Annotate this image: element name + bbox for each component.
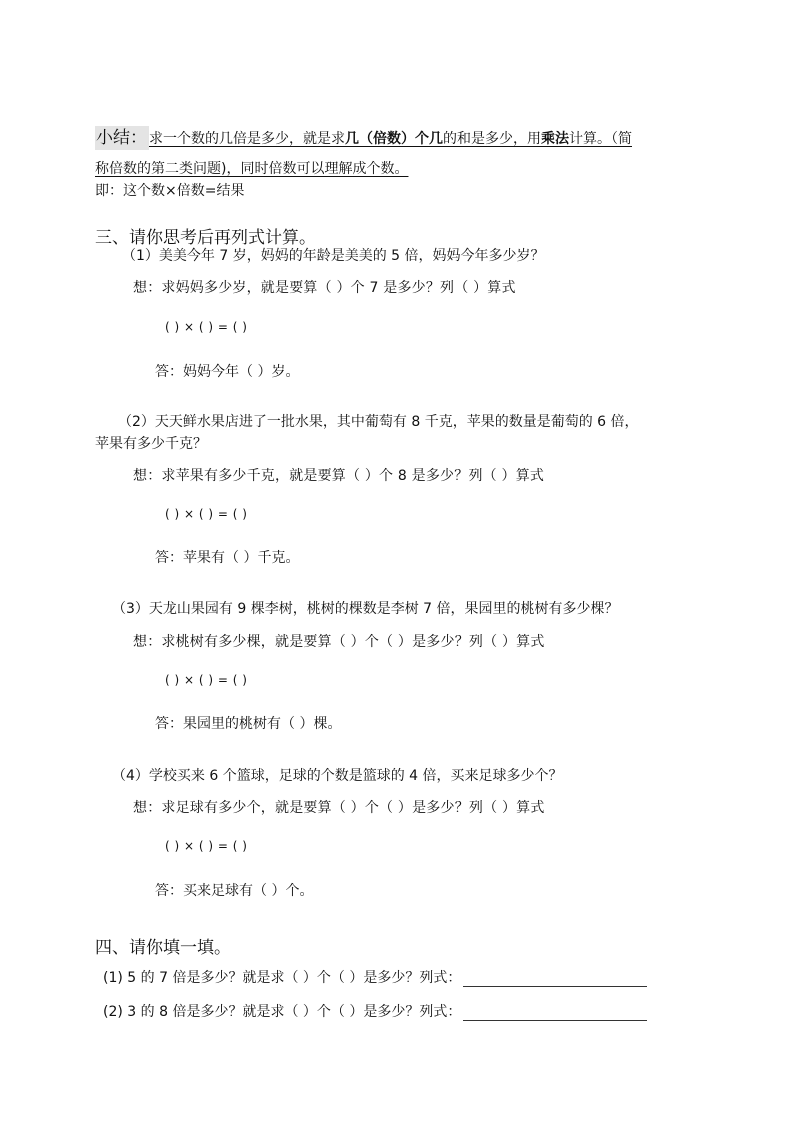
problem-1-equation[interactable]: ( ) × ( ) = ( ) xyxy=(165,320,248,334)
summary-tag: 小结： xyxy=(96,128,147,148)
problem-4-answer[interactable]: 答：买来足球有（ ）个。 xyxy=(155,883,314,899)
fill-item-1-answer-line[interactable] xyxy=(463,972,647,987)
fill-item-1: (1) 5 的 7 倍是多少？就是求（ ）个（ ）是多少？列式： xyxy=(103,967,647,987)
problem-3-equation[interactable]: ( ) × ( ) = ( ) xyxy=(165,673,248,687)
problem-1-answer[interactable]: 答：妈妈今年（ ）岁。 xyxy=(155,364,300,380)
summary-line-1 xyxy=(95,126,632,150)
problem-3-answer[interactable]: 答：果园里的桃树有（ ）棵。 xyxy=(155,716,342,732)
problem-1-think[interactable]: 想：求妈妈多少岁，就是要算（ ）个 7 是多少？列（ ）算式 xyxy=(133,280,516,296)
summary-formula: 即：这个数×倍数=结果 xyxy=(95,183,245,199)
fill-item-2: (2) 3 的 8 倍是多少？就是求（ ）个（ ）是多少？列式： xyxy=(103,1001,647,1021)
problem-2-answer[interactable]: 答：苹果有（ ）千克。 xyxy=(155,550,300,566)
problem-4-equation[interactable]: ( ) × ( ) = ( ) xyxy=(165,839,248,853)
problem-3-think[interactable]: 想：求桃树有多少棵，就是要算（ ）个（ ）是多少？列（ ）算式 xyxy=(133,634,545,650)
problem-2-question-cont: 苹果有多少千克？ xyxy=(95,436,207,452)
problem-3-question: （3）天龙山果园有 9 棵李树，桃树的棵数是李树 7 倍，果园里的桃树有多少棵？ xyxy=(112,601,619,617)
summary-text: 求一个数的几倍是多少，就是求几（倍数）个几的和是多少，用乘法计算。（简 xyxy=(149,131,632,147)
problem-1-question: （1）美美今年 7 岁，妈妈的年龄是美美的 5 倍，妈妈今年多少岁？ xyxy=(122,248,545,264)
section3-title: 三、请你思考后再列式计算。 xyxy=(95,228,316,248)
fill-item-2-answer-line[interactable] xyxy=(463,1006,647,1021)
summary-line-2: 称倍数的第二类问题)，同时倍数可以理解成个数。 xyxy=(95,161,409,177)
problem-2-question: （2）天天鲜水果店进了一批水果，其中葡萄有 8 千克，苹果的数量是葡萄的 6 倍， xyxy=(118,414,639,430)
problem-2-equation[interactable]: ( ) × ( ) = ( ) xyxy=(165,507,248,521)
problem-2-think[interactable]: 想：求苹果有多少千克，就是要算（ ）个 8 是多少？列（ ）算式 xyxy=(133,468,545,484)
section4-title: 四、请你填一填。 xyxy=(95,938,231,958)
problem-4-think[interactable]: 想：求足球有多少个，就是要算（ ）个（ ）是多少？列（ ）算式 xyxy=(133,800,545,816)
problem-4-question: （4）学校买来 6 个篮球，足球的个数是篮球的 4 倍，买来足球多少个？ xyxy=(112,768,563,784)
